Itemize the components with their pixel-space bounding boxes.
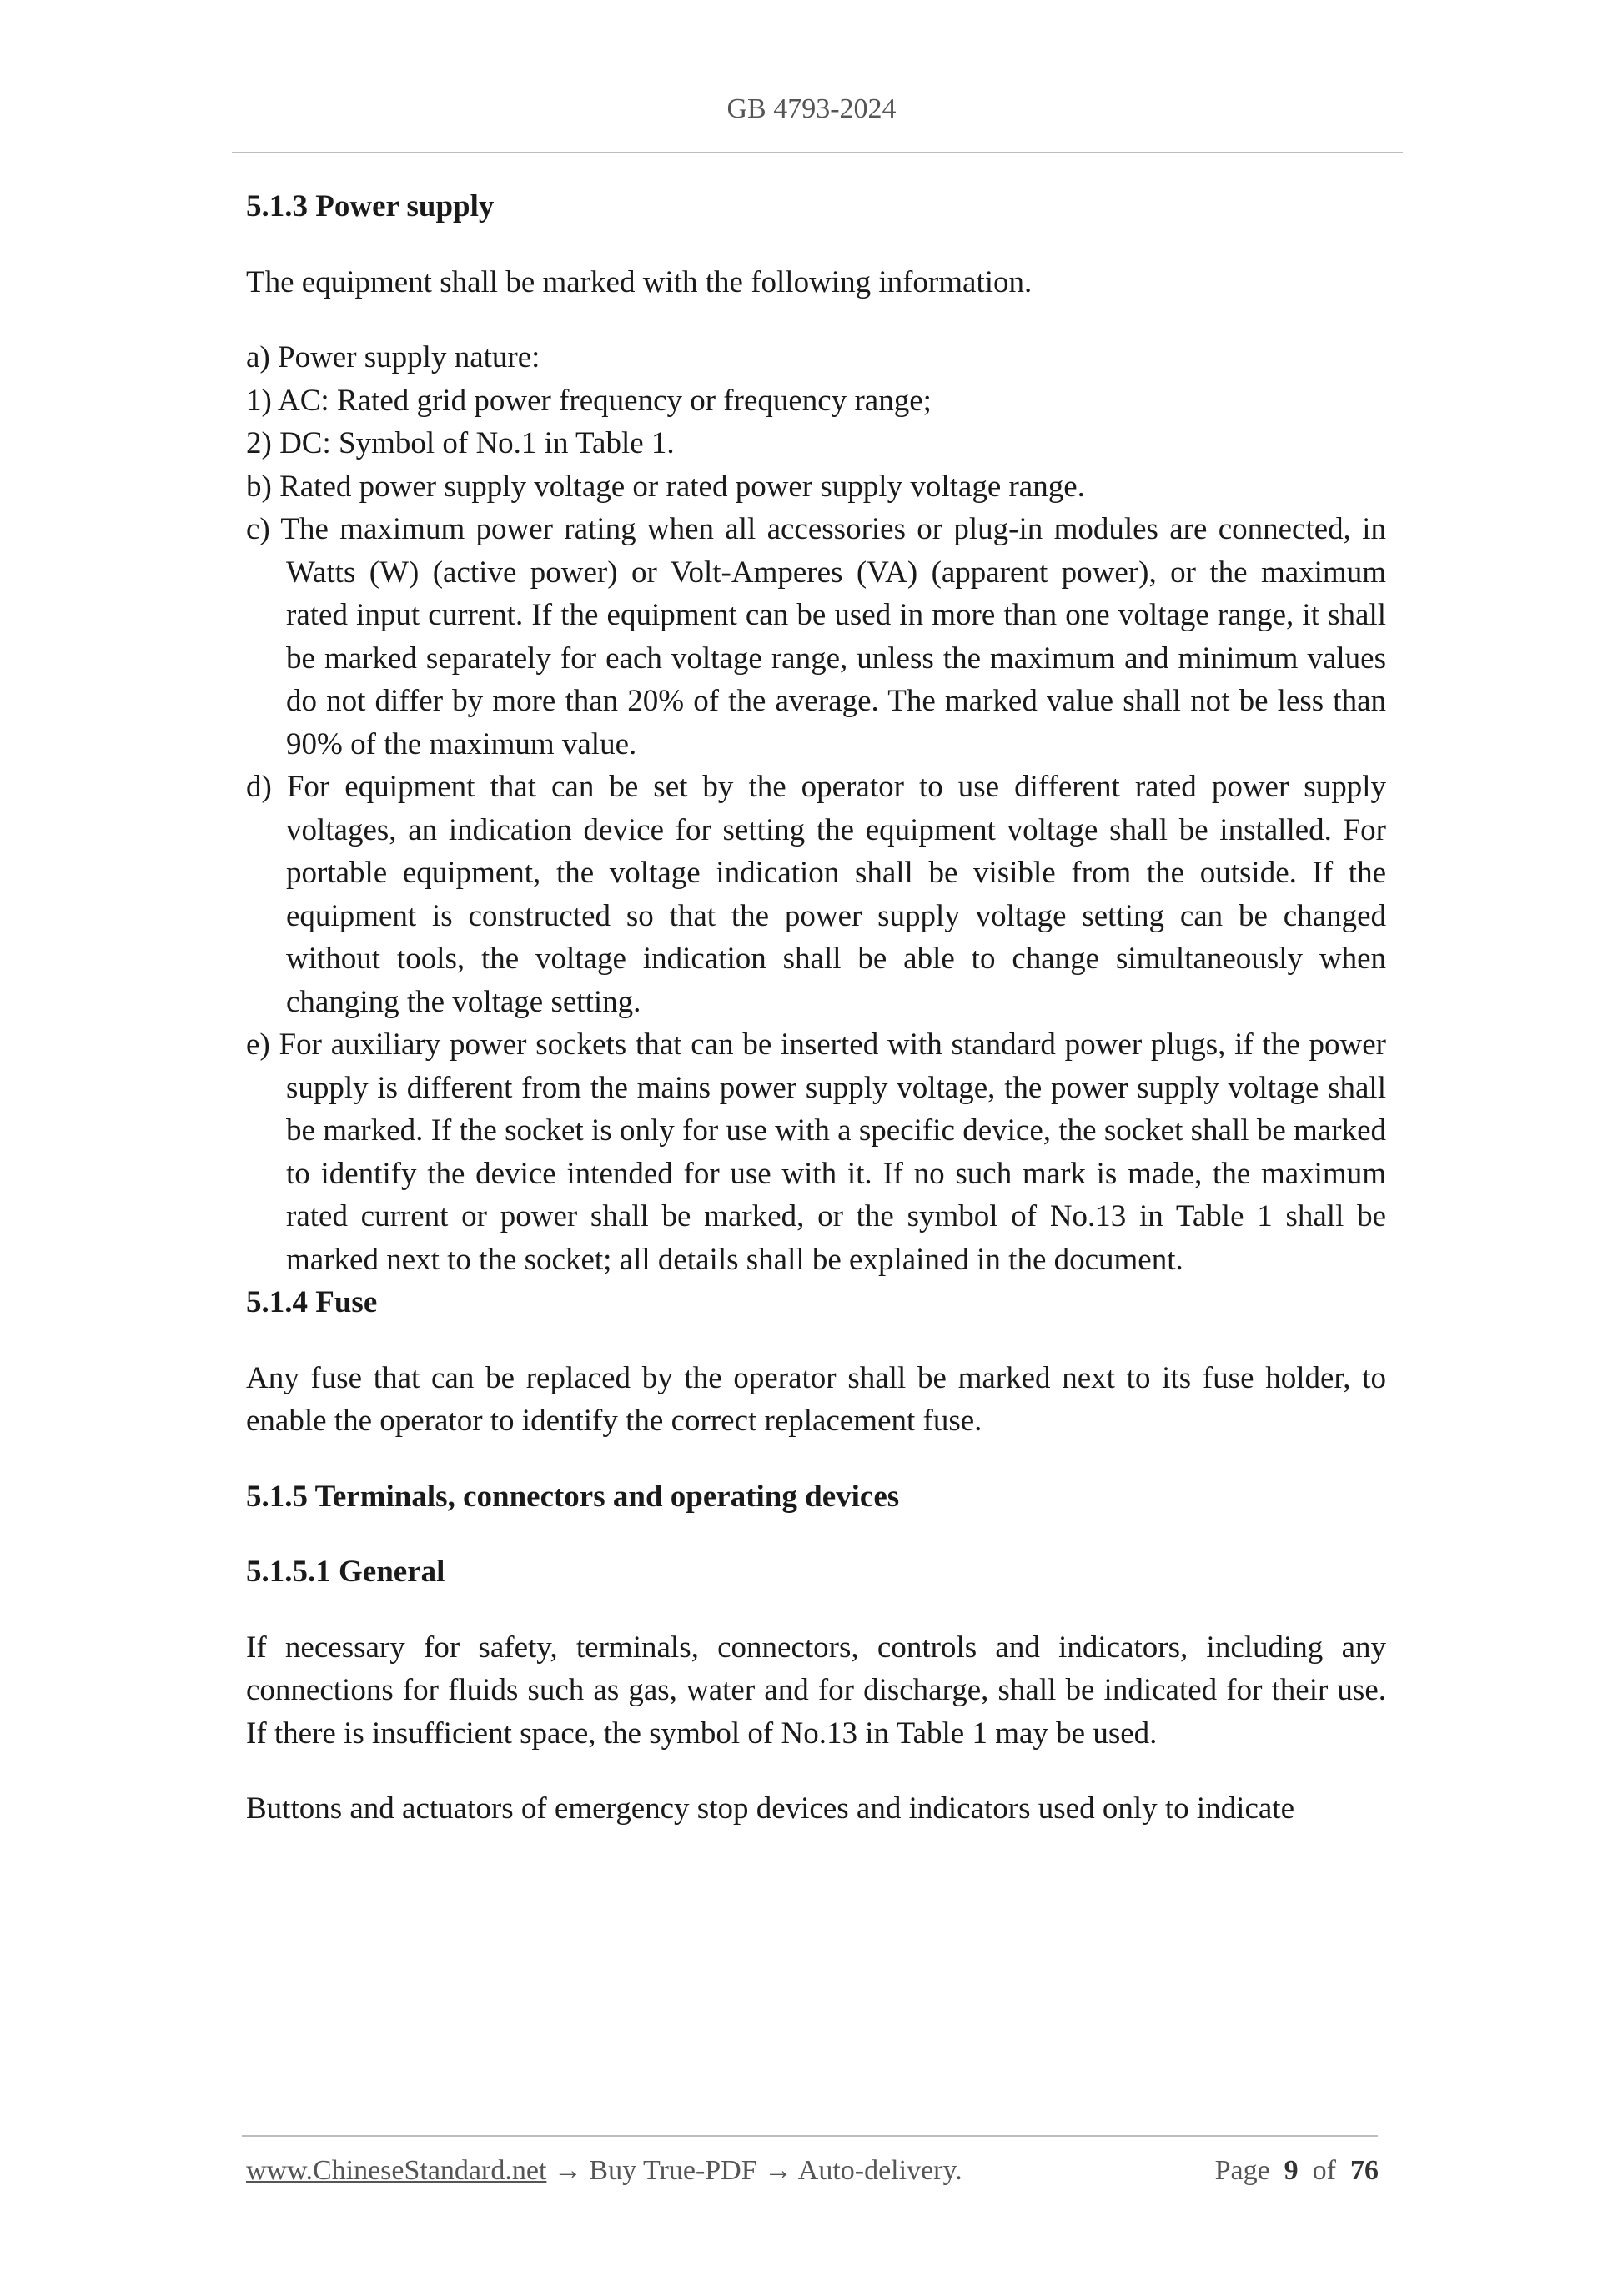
arrow-right-icon: → bbox=[764, 2155, 793, 2186]
list-item-c: c) The maximum power rating when all accessories or plug-in modules are connected, in Watts (W) (active power) or Volt-Amperes (VA) (apparent power), or the maximum rated input current. If the equipment can be used in more than one voltage range, it shall be marked separately for each voltage range, unless the maximum and minimum values do not differ by more than 20% of the average. The marked value shall not be less than 90% of the maximum value. bbox=[246, 512, 1386, 761]
page-content bbox=[246, 185, 1386, 1863]
buy-text: Buy True-PDF bbox=[589, 2155, 757, 2186]
delivery-text: Auto-delivery. bbox=[797, 2155, 962, 2186]
section-heading-5-1-5: 5.1.5 Terminals, connectors and operating devices bbox=[246, 1479, 900, 1514]
footer-divider bbox=[242, 2135, 1378, 2137]
section-heading-5-1-3: 5.1.3 Power supply bbox=[246, 189, 495, 224]
page-indicator bbox=[1215, 2155, 1379, 2187]
page-total: 76 bbox=[1350, 2155, 1379, 2186]
paragraph-general-2: Buttons and actuators of emergency stop devices and indicators used only to indicate bbox=[246, 1791, 1294, 1826]
list-subitem-a1: 1) AC: Rated grid power frequency or frequency range; bbox=[246, 383, 932, 418]
arrow-right-icon: → bbox=[553, 2155, 582, 2186]
list-item-a: a) Power supply nature: bbox=[246, 340, 540, 374]
page-label: Page bbox=[1214, 2155, 1270, 2186]
of-label: of bbox=[1312, 2155, 1336, 2186]
paragraph-intro: The equipment shall be marked with the following information. bbox=[246, 264, 1033, 299]
paragraph-general-1: If necessary for safety, terminals, connectors, controls and indicators, including any connections for fluids such as gas, water and for discharge, shall be indicated for their use. If there is insufficient space, the symbol of No.13 in Table 1 may be used. bbox=[246, 1630, 1386, 1751]
page-number: 9 bbox=[1284, 2155, 1299, 2186]
site-link[interactable]: www.ChineseStandard.net bbox=[246, 2155, 547, 2186]
header-divider bbox=[232, 152, 1403, 153]
paragraph-fuse: Any fuse that can be replaced by the operator shall be marked next to its fuse holder, to enable the operator to identify the correct replacement fuse. bbox=[246, 1360, 1386, 1438]
section-heading-5-1-4: 5.1.4 Fuse bbox=[246, 1285, 378, 1319]
list-subitem-a2: 2) DC: Symbol of No.1 in Table 1. bbox=[246, 426, 675, 460]
footer-promo bbox=[246, 2155, 962, 2187]
list-item-b: b) Rated power supply voltage or rated power supply voltage range. bbox=[246, 469, 1085, 504]
page-header: GB 4793-2024 bbox=[726, 93, 897, 124]
list-item-e: e) For auxiliary power sockets that can be inserted with standard power plugs, if the power supply is different from the mains power supply voltage, the power supply voltage shall be marked. If the socket is only for use with a specific device, the socket shall be marked to identify the device intended for use with it. If no such mark is made, the maximum rated current or power shall be marked, or the symbol of No.13 in Table 1 shall be marked next to the socket; all details shall be explained in the document. bbox=[246, 1027, 1386, 1277]
section-heading-5-1-5-1: 5.1.5.1 General bbox=[246, 1555, 445, 1589]
list-item-d: d) For equipment that can be set by the operator to use different rated power supply voltages, an indication device for setting the equipment voltage shall be installed. For portable equipment, the voltage indication shall be visible from the outside. If the equipment is constructed so that the power supply voltage setting can be changed without tools, the voltage indication shall be able to change simultaneously when changing the voltage setting. bbox=[246, 770, 1386, 1019]
